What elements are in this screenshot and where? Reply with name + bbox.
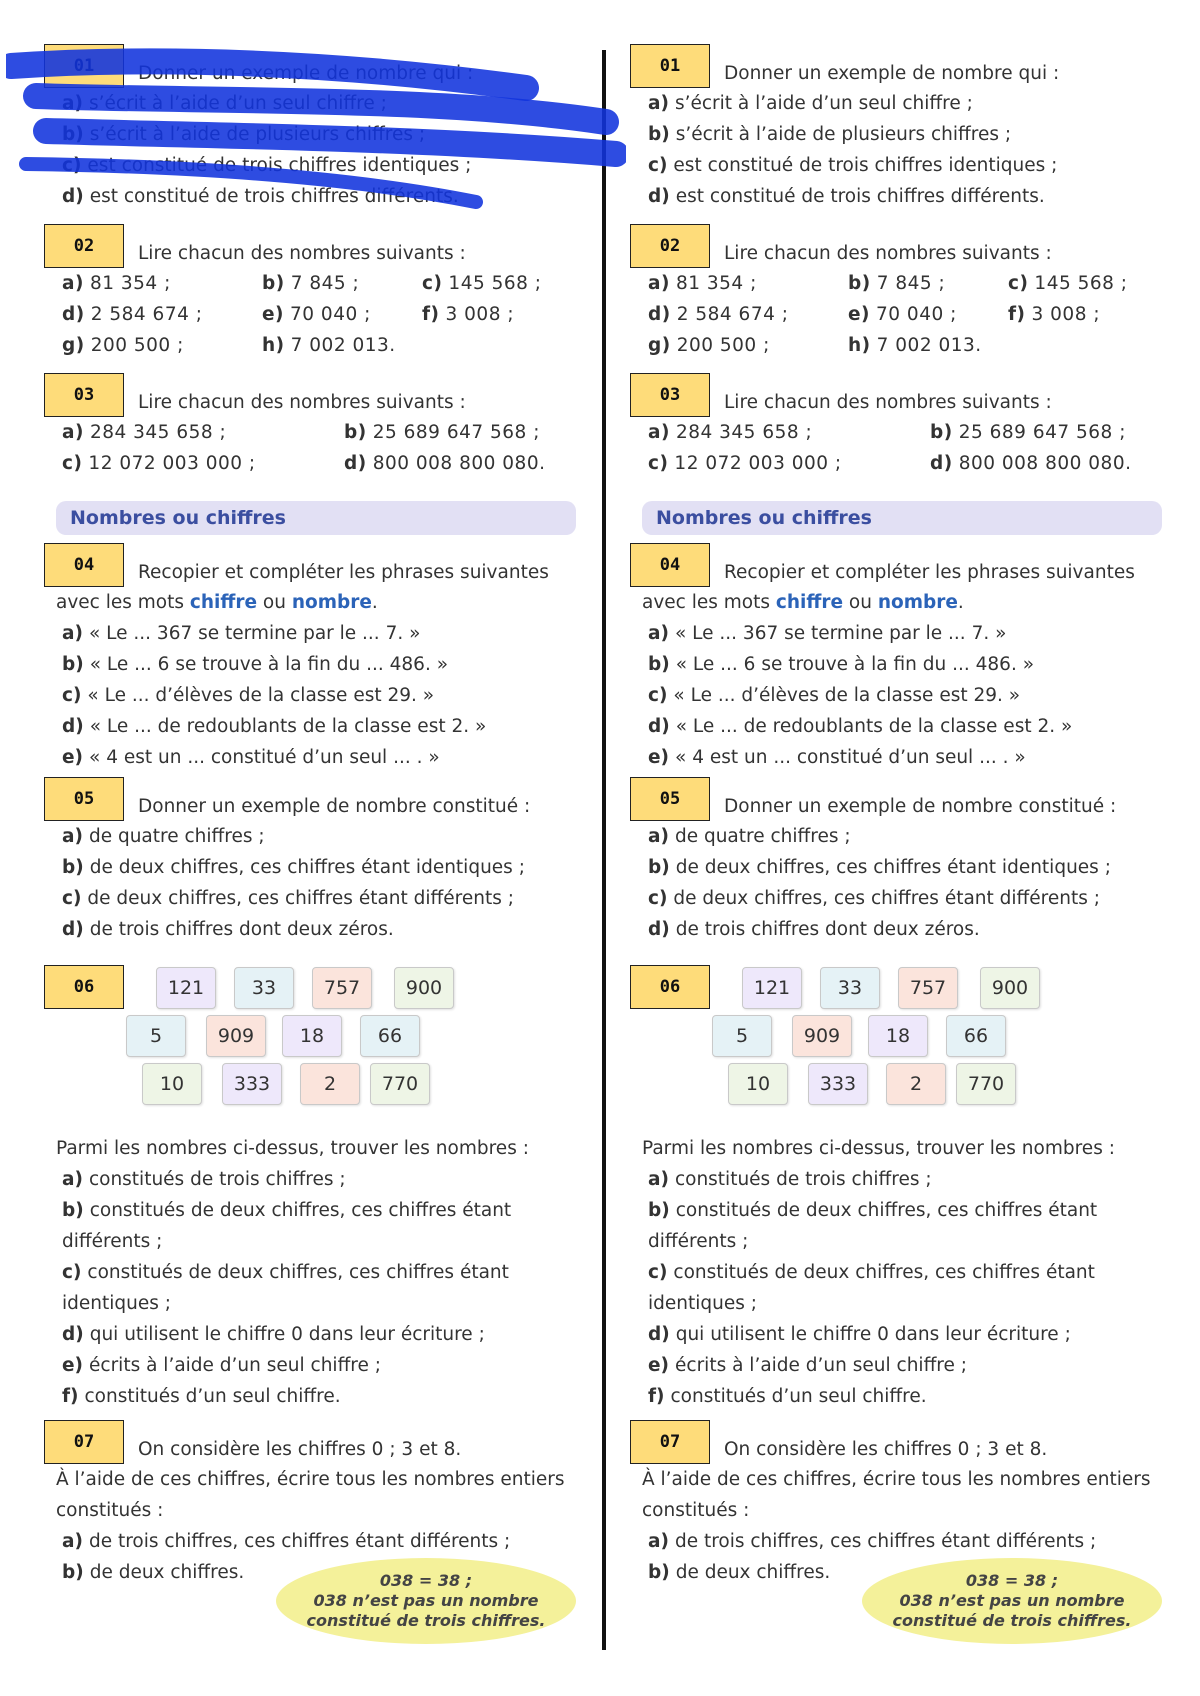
numbers-grid bbox=[56, 268, 576, 361]
number-item: g) 200 500 ; bbox=[62, 335, 184, 356]
number-item: c) 12 072 003 000 ; bbox=[62, 453, 256, 474]
list-item: a) s’écrit à l’aide d’un seul chiffre ; bbox=[62, 93, 387, 114]
number-item: a) 81 354 ; bbox=[62, 273, 171, 294]
keyword-nombre: nombre bbox=[877, 592, 958, 613]
number-item: f) 3 008 ; bbox=[1008, 304, 1101, 325]
exercise-title: Donner un exemple de nombre qui : bbox=[138, 63, 474, 84]
page-right bbox=[642, 44, 1162, 1630]
list-item: d) est constitué de trois chiffres différents. bbox=[648, 186, 1045, 207]
exercise-07 bbox=[642, 1420, 1162, 1630]
exercise-title: Lire chacun des nombres suivants : bbox=[138, 243, 466, 264]
list-item: c) constitués de deux chiffres, ces chiffres étant identiques ; bbox=[648, 1262, 1095, 1314]
number-item: e) 70 040 ; bbox=[848, 304, 957, 325]
exercise-07 bbox=[56, 1420, 576, 1630]
number-tile: 10 bbox=[728, 1063, 788, 1105]
number-item: h) 7 002 013. bbox=[262, 335, 396, 356]
list-item: c) « Le ... d’élèves de la classe est 29. » bbox=[62, 685, 435, 706]
exercise-title: Recopier et compléter les phrases suivantes bbox=[724, 562, 1135, 583]
exercise-04 bbox=[56, 543, 576, 773]
numbers-grid bbox=[56, 417, 576, 479]
exercise-number-badge: 07 bbox=[44, 1420, 124, 1464]
exercise-number-badge: 05 bbox=[44, 777, 124, 821]
list-item: c) de deux chiffres, ces chiffres étant différents ; bbox=[648, 888, 1100, 909]
number-tile: 909 bbox=[792, 1015, 852, 1057]
keyword-nombre: nombre bbox=[291, 592, 372, 613]
number-tiles bbox=[56, 959, 576, 1119]
number-item: d) 2 584 674 ; bbox=[62, 304, 203, 325]
list-item: a) de trois chiffres, ces chiffres étant différents ; bbox=[62, 1531, 511, 1552]
page-left bbox=[56, 44, 576, 1630]
exercise-title: Lire chacun des nombres suivants : bbox=[138, 392, 466, 413]
list-item: c) est constitué de trois chiffres identiques ; bbox=[648, 155, 1058, 176]
section-header: Nombres ou chiffres bbox=[642, 501, 1162, 535]
exercise-title: Lire chacun des nombres suivants : bbox=[724, 243, 1052, 264]
number-item: c) 145 568 ; bbox=[1008, 273, 1128, 294]
exercise-title: Donner un exemple de nombre qui : bbox=[724, 63, 1060, 84]
number-tile: 770 bbox=[370, 1063, 430, 1105]
list-item: b) « Le ... 6 se trouve à la fin du ... 486. » bbox=[648, 654, 1035, 675]
exercise-title: On considère les chiffres 0 ; 3 et 8. bbox=[138, 1439, 462, 1460]
list-item: b) de deux chiffres. bbox=[648, 1562, 831, 1583]
list-item: a) de trois chiffres, ces chiffres étant différents ; bbox=[648, 1531, 1097, 1552]
exercise-intro: Parmi les nombres ci-dessus, trouver les nombres : bbox=[642, 1138, 1115, 1159]
number-item: d) 2 584 674 ; bbox=[648, 304, 789, 325]
list-item: a) « Le ... 367 se termine par le ... 7. » bbox=[648, 623, 1007, 644]
hint-bubble: 038 = 38 ; 038 n’est pas un nombre constitué de trois chiffres. bbox=[276, 1558, 576, 1644]
keyword-chiffre: chiffre bbox=[189, 592, 258, 613]
hint-bubble: 038 = 38 ; 038 n’est pas un nombre constitué de trois chiffres. bbox=[862, 1558, 1162, 1644]
exercise-05 bbox=[642, 777, 1162, 945]
exercise-title: Donner un exemple de nombre constitué : bbox=[724, 796, 1117, 817]
exercise-number-badge: 04 bbox=[630, 543, 710, 587]
number-item: b) 25 689 647 568 ; bbox=[344, 422, 540, 443]
list-item: d) de trois chiffres dont deux zéros. bbox=[62, 919, 394, 940]
list-item: a) constitués de trois chiffres ; bbox=[62, 1169, 346, 1190]
number-item: a) 284 345 658 ; bbox=[62, 422, 227, 443]
list-item: c) de deux chiffres, ces chiffres étant différents ; bbox=[62, 888, 514, 909]
list-item: b) constitués de deux chiffres, ces chiffres étant différents ; bbox=[648, 1200, 1098, 1252]
exercise-06 bbox=[642, 959, 1162, 1412]
list-item: c) « Le ... d’élèves de la classe est 29. » bbox=[648, 685, 1021, 706]
number-tile: 333 bbox=[222, 1063, 282, 1105]
exercise-number-badge: 01 bbox=[630, 44, 710, 88]
number-item: h) 7 002 013. bbox=[848, 335, 982, 356]
list-item: f) constitués d’un seul chiffre. bbox=[648, 1386, 927, 1407]
list-item: c) est constitué de trois chiffres identiques ; bbox=[62, 155, 472, 176]
exercise-number-badge: 02 bbox=[44, 224, 124, 268]
number-tile: 909 bbox=[206, 1015, 266, 1057]
number-tile: 900 bbox=[394, 967, 454, 1009]
number-item: b) 7 845 ; bbox=[848, 273, 946, 294]
list-item: d) « Le ... de redoublants de la classe est 2. » bbox=[648, 716, 1073, 737]
number-item: b) 7 845 ; bbox=[262, 273, 360, 294]
numbers-grid bbox=[642, 268, 1162, 361]
list-item: a) constitués de trois chiffres ; bbox=[648, 1169, 932, 1190]
exercise-04 bbox=[642, 543, 1162, 773]
list-item: d) de trois chiffres dont deux zéros. bbox=[648, 919, 980, 940]
list-item: c) constitués de deux chiffres, ces chiffres étant identiques ; bbox=[62, 1262, 509, 1314]
column-divider bbox=[602, 50, 606, 1650]
exercise-number-badge: 05 bbox=[630, 777, 710, 821]
list-item: b) « Le ... 6 se trouve à la fin du ... 486. » bbox=[62, 654, 449, 675]
number-tiles bbox=[642, 959, 1162, 1119]
number-tile: 2 bbox=[886, 1063, 946, 1105]
number-tile: 18 bbox=[282, 1015, 342, 1057]
number-tile: 121 bbox=[742, 967, 802, 1009]
exercise-title: On considère les chiffres 0 ; 3 et 8. bbox=[724, 1439, 1048, 1460]
number-tile: 5 bbox=[126, 1015, 186, 1057]
number-item: d) 800 008 800 080. bbox=[930, 453, 1132, 474]
number-tile: 10 bbox=[142, 1063, 202, 1105]
list-item: d) « Le ... de redoublants de la classe est 2. » bbox=[62, 716, 487, 737]
number-tile: 757 bbox=[312, 967, 372, 1009]
number-item: c) 145 568 ; bbox=[422, 273, 542, 294]
number-tile: 2 bbox=[300, 1063, 360, 1105]
list-item: b) constitués de deux chiffres, ces chiffres étant différents ; bbox=[62, 1200, 512, 1252]
number-item: g) 200 500 ; bbox=[648, 335, 770, 356]
number-item: a) 284 345 658 ; bbox=[648, 422, 813, 443]
exercise-title: Donner un exemple de nombre constitué : bbox=[138, 796, 531, 817]
exercise-number-badge: 02 bbox=[630, 224, 710, 268]
list-item: d) est constitué de trois chiffres différents. bbox=[62, 186, 459, 207]
exercise-number-badge: 03 bbox=[44, 373, 124, 417]
exercise-number-badge: 06 bbox=[630, 965, 710, 1009]
exercise-intro: Parmi les nombres ci-dessus, trouver les nombres : bbox=[56, 1138, 529, 1159]
number-item: a) 81 354 ; bbox=[648, 273, 757, 294]
exercise-03 bbox=[56, 373, 576, 479]
exercise-06 bbox=[56, 959, 576, 1412]
exercise-02 bbox=[642, 224, 1162, 361]
exercise-intro: À l’aide de ces chiffres, écrire tous les nombres entiers constitués : bbox=[642, 1469, 1151, 1521]
exercise-intro: À l’aide de ces chiffres, écrire tous les nombres entiers constitués : bbox=[56, 1469, 565, 1521]
keyword-chiffre: chiffre bbox=[775, 592, 844, 613]
list-item: e) « 4 est un ... constitué d’un seul ... . » bbox=[648, 747, 1026, 768]
number-tile: 121 bbox=[156, 967, 216, 1009]
number-tile: 33 bbox=[234, 967, 294, 1009]
number-item: c) 12 072 003 000 ; bbox=[648, 453, 842, 474]
number-item: e) 70 040 ; bbox=[262, 304, 371, 325]
number-tile: 66 bbox=[360, 1015, 420, 1057]
list-item: b) s’écrit à l’aide de plusieurs chiffres ; bbox=[62, 124, 426, 145]
exercise-number-badge: 01 bbox=[44, 44, 124, 88]
list-item: b) de deux chiffres, ces chiffres étant identiques ; bbox=[62, 857, 525, 878]
numbers-grid bbox=[642, 417, 1162, 479]
list-item: b) de deux chiffres, ces chiffres étant identiques ; bbox=[648, 857, 1111, 878]
section-header: Nombres ou chiffres bbox=[56, 501, 576, 535]
exercise-01 bbox=[642, 44, 1162, 212]
exercise-number-badge: 03 bbox=[630, 373, 710, 417]
list-item: f) constitués d’un seul chiffre. bbox=[62, 1386, 341, 1407]
exercise-title: Lire chacun des nombres suivants : bbox=[724, 392, 1052, 413]
list-item: a) s’écrit à l’aide d’un seul chiffre ; bbox=[648, 93, 973, 114]
list-item: d) qui utilisent le chiffre 0 dans leur écriture ; bbox=[62, 1324, 485, 1345]
exercise-number-badge: 07 bbox=[630, 1420, 710, 1464]
number-tile: 333 bbox=[808, 1063, 868, 1105]
exercise-01 bbox=[56, 44, 576, 212]
number-tile: 770 bbox=[956, 1063, 1016, 1105]
exercise-05 bbox=[56, 777, 576, 945]
list-item: e) écrits à l’aide d’un seul chiffre ; bbox=[62, 1355, 382, 1376]
exercise-title: Recopier et compléter les phrases suivantes bbox=[138, 562, 549, 583]
exercise-number-badge: 04 bbox=[44, 543, 124, 587]
exercise-06-items bbox=[642, 1164, 1162, 1412]
number-tile: 33 bbox=[820, 967, 880, 1009]
number-tile: 900 bbox=[980, 967, 1040, 1009]
list-item: a) « Le ... 367 se termine par le ... 7. » bbox=[62, 623, 421, 644]
exercise-intro: avec les mots chiffre ou nombre. bbox=[56, 592, 378, 613]
list-item: a) de quatre chiffres ; bbox=[648, 826, 851, 847]
list-item: b) de deux chiffres. bbox=[62, 1562, 245, 1583]
number-tile: 757 bbox=[898, 967, 958, 1009]
exercise-02 bbox=[56, 224, 576, 361]
list-item: e) « 4 est un ... constitué d’un seul ... . » bbox=[62, 747, 440, 768]
list-item: a) de quatre chiffres ; bbox=[62, 826, 265, 847]
number-item: d) 800 008 800 080. bbox=[344, 453, 546, 474]
number-item: f) 3 008 ; bbox=[422, 304, 515, 325]
number-tile: 18 bbox=[868, 1015, 928, 1057]
list-item: e) écrits à l’aide d’un seul chiffre ; bbox=[648, 1355, 968, 1376]
number-tile: 66 bbox=[946, 1015, 1006, 1057]
exercise-03 bbox=[642, 373, 1162, 479]
list-item: b) s’écrit à l’aide de plusieurs chiffres ; bbox=[648, 124, 1012, 145]
exercise-intro: avec les mots chiffre ou nombre. bbox=[642, 592, 964, 613]
exercise-number-badge: 06 bbox=[44, 965, 124, 1009]
exercise-06-items bbox=[56, 1164, 576, 1412]
number-tile: 5 bbox=[712, 1015, 772, 1057]
list-item: d) qui utilisent le chiffre 0 dans leur écriture ; bbox=[648, 1324, 1071, 1345]
number-item: b) 25 689 647 568 ; bbox=[930, 422, 1126, 443]
